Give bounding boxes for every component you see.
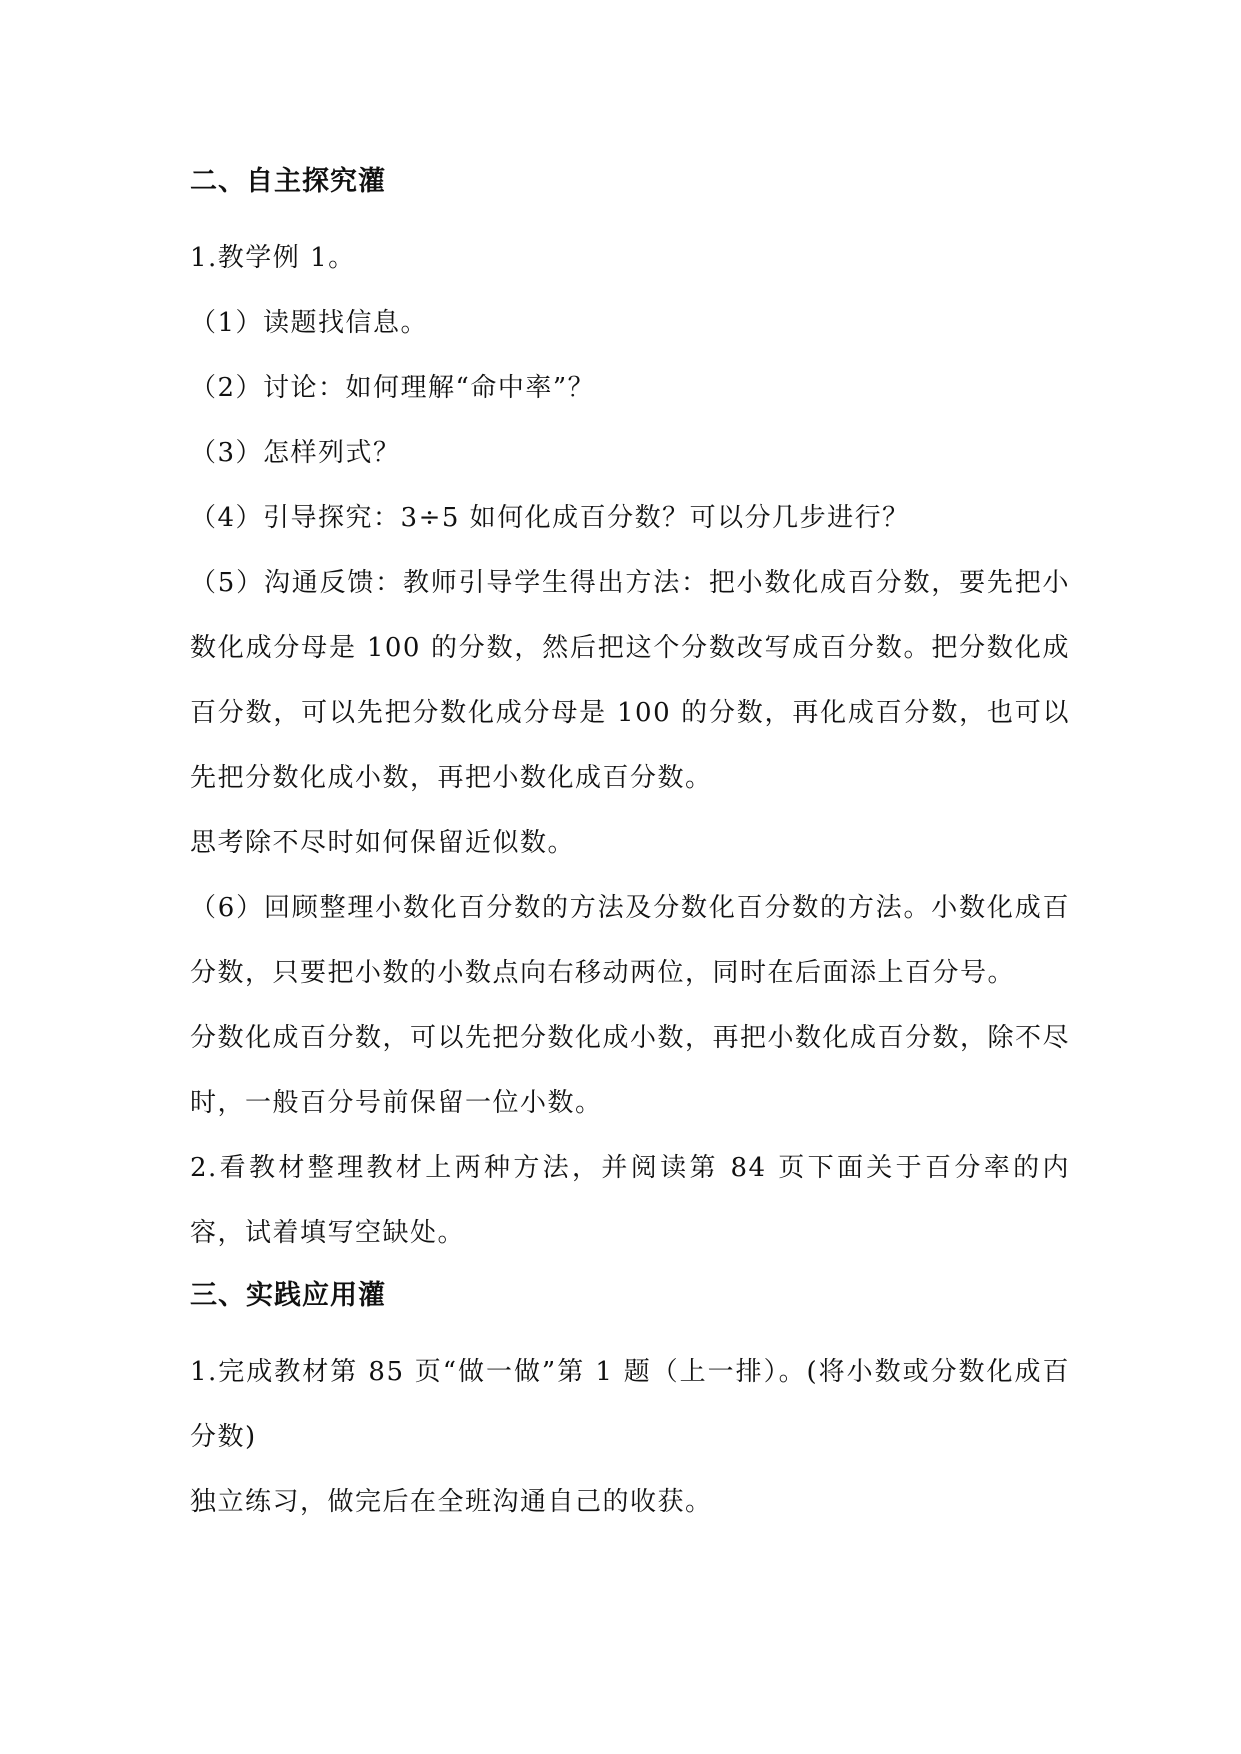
section-2-sub-3: （3）怎样列式？ [190, 438, 401, 468]
section-3-practice: 独立练习，做完后在全班沟通自己的收获。 [190, 1487, 713, 1517]
section-2-sub-4: （4）引导探究：3÷5 如何化成百分数？可以分几步进行？ [190, 503, 910, 533]
section-2-sub-6: （6）回顾整理小数化百分数的方法及分数化百分数的方法。小数化成百分数，只要把小数的小数点向右移动两位，同时在后面添上百分号。 [190, 893, 1070, 988]
section-2-think: 思考除不尽时如何保留近似数。 [190, 828, 576, 858]
document-page [190, 160, 1070, 1535]
section-2-fraction-note: 分数化成百分数，可以先把分数化成小数，再把小数化成百分数，除不尽时，一般百分号前保留一位小数。 [190, 1023, 1071, 1118]
section-2-heading: 二、自主探究灌 [190, 166, 386, 197]
section-2-sub-1: （1）读题找信息。 [190, 308, 429, 338]
section-3-heading: 三、实践应用灌 [190, 1280, 386, 1311]
section-2-item-1: 1.教学例 1。 [190, 243, 356, 273]
section-2-item-2: 2.看教材整理教材上两种方法，并阅读第 84 页下面关于百分率的内容，试着填写空缺处。 [190, 1153, 1070, 1248]
section-2-sub-5: （5）沟通反馈：教师引导学生得出方法：把小数化成百分数，要先把小数化成分母是 100 的分数，然后把这个分数改写成百分数。把分数化成百分数，可以先把分数化成分母是 100 的分数，再化成百分数，也可以先把分数化成小数，再把小数化成百分数。 [190, 568, 1070, 793]
section-3-item-1: 1.完成教材第 85 页“做一做”第 1 题（上一排）。(将小数或分数化成百分数) [190, 1357, 1070, 1452]
section-2-sub-2: （2）讨论：如何理解“命中率”？ [190, 373, 596, 403]
